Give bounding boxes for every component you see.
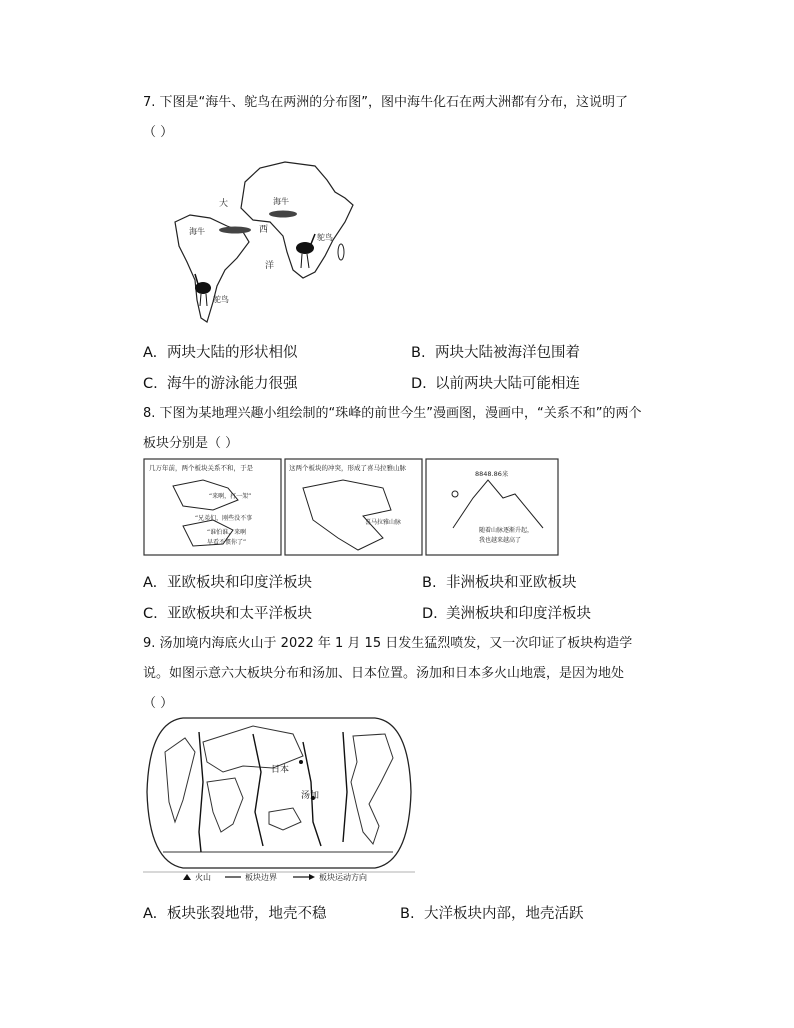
option-text: 亚欧板块和太平洋板块 (167, 606, 312, 622)
panel1-l1: “来啊，打一架” (209, 493, 252, 500)
option-key: B. (411, 345, 426, 361)
map-label-tonga: 汤加 (301, 791, 320, 801)
map-label-yang: 洋 (265, 261, 275, 271)
panel1-l3: “谁怕谁，来啊 (207, 529, 247, 536)
q7-map (165, 160, 360, 325)
option-text: 板块张裂地带，地壳不稳 (167, 906, 327, 922)
ostrich-africa-icon (296, 234, 315, 268)
map-label-japan: 日本 (271, 765, 290, 775)
q7-option-d[interactable] (411, 374, 580, 394)
manatee-africa-icon (269, 211, 297, 218)
map-label-xi: 西 (259, 225, 269, 235)
option-key: C. (143, 606, 158, 622)
map-label-ostrich-africa: 鸵鸟 (317, 233, 333, 242)
legend-boundary: 板块边界 (245, 873, 277, 882)
option-key: D. (411, 376, 427, 392)
q9-paren: （ ） (143, 696, 174, 711)
panel2-top: 这两个板块的冲突，形成了喜马拉雅山脉 (289, 464, 406, 472)
q9-line2: 说。如图示意六大板块分布和汤加、日本位置。汤加和日本多火山地震，是因为地处 (143, 666, 625, 681)
option-text: 美洲板块和印度洋板块 (446, 606, 591, 622)
q8-option-a[interactable] (143, 573, 312, 593)
legend-volcano: 火山 (195, 873, 211, 882)
map-label-da: 大 (219, 199, 229, 209)
panel3-l1: 随着山脉逐渐升起， (479, 527, 534, 534)
q9-option-b[interactable] (400, 904, 584, 924)
map-label-ostrich-sa: 鸵鸟 (213, 295, 229, 304)
q7-stem (143, 88, 663, 148)
madagascar (338, 244, 344, 260)
option-text: 亚欧板块和印度洋板块 (167, 575, 312, 591)
q9-world-map (143, 712, 415, 884)
option-text: 大洋板块内部，地壳活跃 (424, 906, 584, 922)
option-key: A. (143, 575, 158, 591)
africa-outline (241, 162, 353, 278)
q8-option-d[interactable] (422, 604, 591, 624)
option-key: B. (422, 575, 437, 591)
option-text: 海牛的游泳能力很强 (167, 376, 298, 392)
q8-line2: 板块分别是（ ） (143, 436, 239, 451)
panel1-top: 几万年前，两个板块关系不和，于是 (149, 464, 253, 472)
option-key: D. (422, 606, 438, 622)
option-text: 以前两块大陆可能相连 (435, 376, 580, 392)
japan-marker (299, 760, 303, 764)
q8-comic (143, 458, 559, 556)
q8-option-c[interactable] (143, 604, 312, 624)
panel3-height: 8848.86米 (475, 470, 509, 478)
q8-stem (143, 399, 663, 459)
option-key: C. (143, 376, 158, 392)
manatee-sa-icon (219, 227, 251, 234)
q8-line1: 8. 下图为某地理兴趣小组绘制的“珠峰的前世今生”漫画图，漫画中，“关系不和”的两个 (143, 406, 642, 421)
q7-option-a[interactable] (143, 343, 298, 363)
panel1-l2: “兄弟们，刚些没不事 (195, 515, 253, 522)
comic-panel-2 (285, 459, 422, 555)
q7-option-b[interactable] (411, 343, 580, 363)
option-key: A. (143, 345, 158, 361)
q7-line1: 7. 下图是“海牛、鸵鸟在两洲的分布图”，图中海牛化石在两大洲都有分布，这说明了 (143, 95, 629, 110)
q7-option-c[interactable] (143, 374, 298, 394)
panel2-label: 喜马拉雅山脉 (365, 519, 402, 526)
option-key: A. (143, 906, 158, 922)
panel1-l4: 早看不惯你了” (207, 539, 247, 546)
option-key: B. (400, 906, 415, 922)
option-text: 两块大陆的形状相似 (167, 345, 298, 361)
q9-stem (143, 629, 663, 719)
option-text: 两块大陆被海洋包围着 (435, 345, 580, 361)
map-label-manatee-africa: 海牛 (273, 197, 289, 206)
map-label-manatee-sa: 海牛 (189, 227, 205, 236)
volcano-icon (183, 874, 191, 880)
option-text: 非洲板块和亚欧板块 (446, 575, 577, 591)
panel3-l2: 我也越来越高了 (479, 537, 522, 544)
q8-option-b[interactable] (422, 573, 577, 593)
q9-line1: 9. 汤加境内海底火山于 2022 年 1 月 15 日发生猛烈喷发，又一次印证了板块构造学 (143, 636, 633, 651)
q9-option-a[interactable] (143, 904, 327, 924)
legend-direction: 板块运动方向 (319, 873, 367, 882)
q7-paren: （ ） (143, 125, 174, 140)
